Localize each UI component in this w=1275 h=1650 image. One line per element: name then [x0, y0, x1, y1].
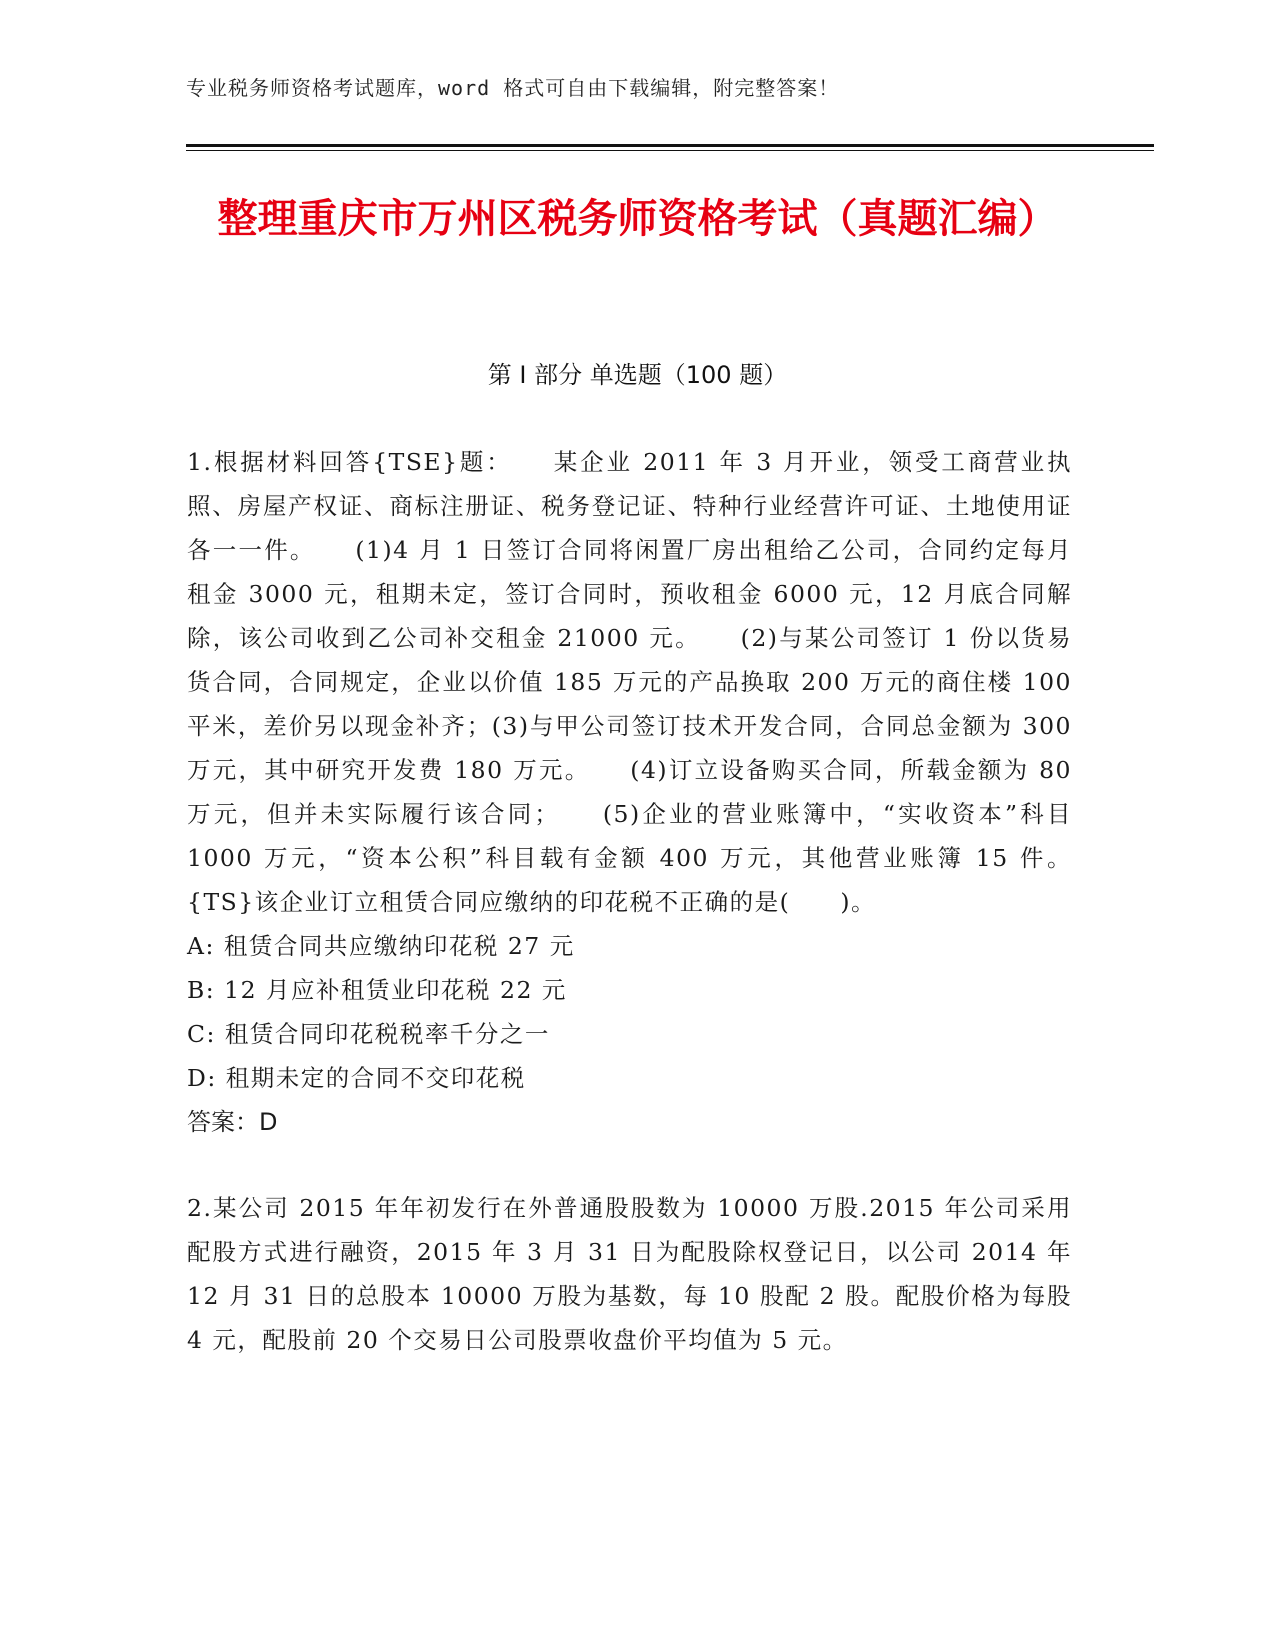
option-d: D: 租期未定的合同不交印花税 — [187, 1064, 526, 1092]
header-rule-thick — [186, 144, 1154, 147]
option-c: C: 租赁合同印花税税率千分之一 — [187, 1020, 550, 1048]
section-title: 第 I 部分 单选题（100 题） — [487, 361, 788, 389]
question-2 — [187, 1186, 1072, 1362]
header-note: 专业税务师资格考试题库，word 格式可自由下载编辑，附完整答案！ — [186, 76, 840, 100]
question-spacer — [187, 1144, 1072, 1186]
question-text: 1.根据材料回答{TSE}题： 某企业 2011 年 3 月开业，领受工商营业执照、房屋产权证、商标注册证、税务登记证、特种行业经营许可证、土地使用证各一一件。 (1)4 月 1 日签订合同将闲置厂房出租给乙公司，合同约定每月租金 3000 元，租期未定，签订合同时，预收租金 6000 元，12 月底合同解除，该公司收到乙公司补交租金 21000 元。 (2)与某公司签订 1 份以货易货合同，合同规定，企业以价值 185 万元的产品换取 200 万元的商住楼 100 平米，差价另以现金补齐；(3)与甲公司签订技术开发合同，合同总金额为 300 万元，其中研究开发费 180 万元。 (4)订立设备购买合同，所载金额为 80 万元，但并未实际履行该合同； (5)企业的营业账簿中，“实收资本”科目 1000 万元，“资本公积”科目载有金额 400 万元，其他营业账簿 15 件。{TS}该企业订立租赁合同应缴纳的印花税不正确的是( )。 — [187, 448, 1072, 916]
option-b: B: 12 月应补租赁业印花税 22 元 — [187, 976, 567, 1004]
question-1 — [187, 440, 1072, 1144]
question-list — [187, 440, 1072, 1362]
question-text: 2.某公司 2015 年年初发行在外普通股股数为 10000 万股.2015 年公司采用配股方式进行融资，2015 年 3 月 31 日为配股除权登记日，以公司 2014 年 12 月 31 日的总股本 10000 万股为基数，每 10 股配 2 股。配股价格为每股 4 元，配股前 20 个交易日公司股票收盘价平均值为 5 元。 — [187, 1194, 1072, 1354]
header-rule-thin — [186, 150, 1154, 151]
document-title: 整理重庆市万州区税务师资格考试（真题汇编） — [217, 196, 1058, 242]
answer: 答案：D — [187, 1108, 278, 1136]
option-a: A: 租赁合同共应缴纳印花税 27 元 — [187, 932, 575, 960]
